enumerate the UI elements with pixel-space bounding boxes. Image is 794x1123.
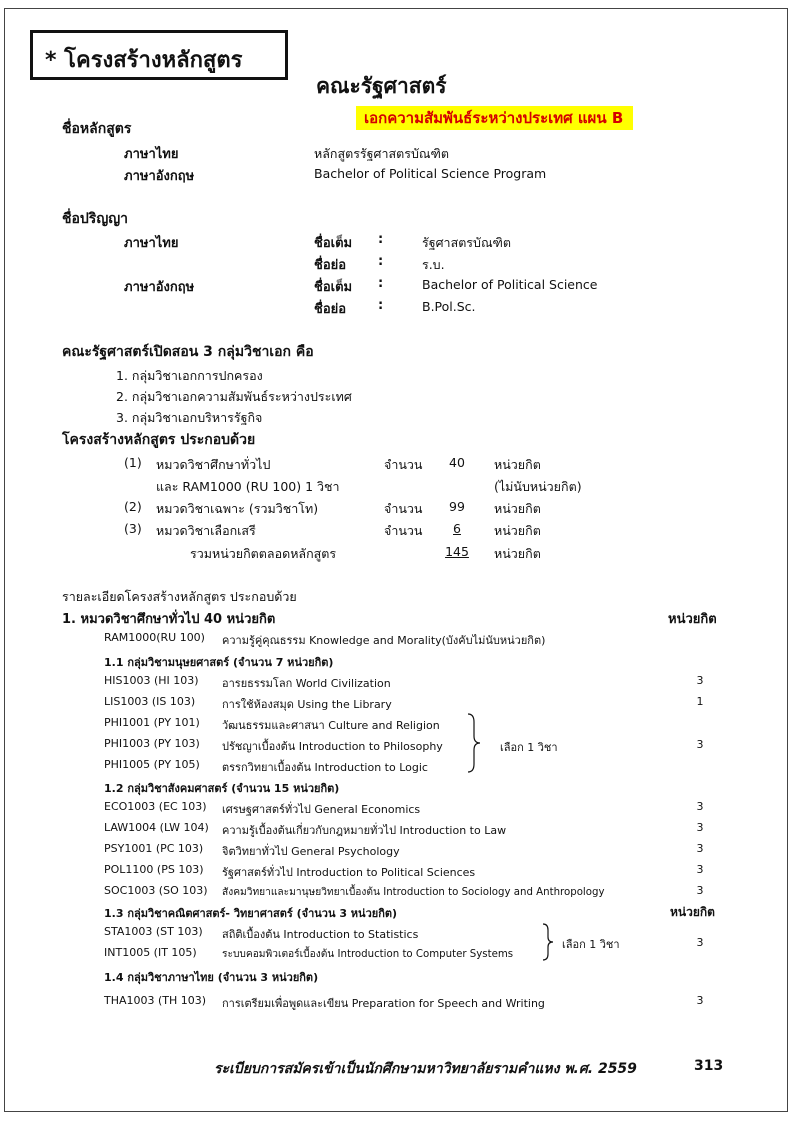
structure-no: (3) (124, 521, 142, 536)
unit-label: หน่วยกิต (494, 523, 541, 538)
degree-thai-full: รัฐศาสตรบัณฑิต (422, 235, 512, 250)
total-credits: 145 (445, 544, 469, 559)
course-credits: 3 (696, 821, 704, 834)
structure-no: (1) (124, 455, 142, 470)
count-label: จำนวน (384, 501, 423, 516)
course-code: INT1005 (IT 105) (104, 946, 197, 959)
colon: : (378, 276, 384, 291)
major-item: 3. กลุ่มวิชาเอกบริหารรัฐกิจ (116, 410, 263, 425)
course-name: สังคมวิทยาและมานุษยวิทยาเบื้องต้น Introduction to Sociology and Anthropology (222, 887, 605, 898)
right-brace-icon (540, 922, 558, 962)
details-section-title: 1. หมวดวิชาศึกษาทั่วไป 40 หน่วยกิต (62, 612, 276, 627)
structure-credits: 99 (449, 499, 465, 514)
group-title: 1.3 กลุ่มวิชาคณิตศาสตร์- วิทยาศาสตร์ (จำนวน 3 หน่วยกิต) (104, 907, 398, 920)
right-brace-icon (464, 712, 486, 774)
course-credits: 1 (696, 695, 704, 708)
structure-name: หมวดวิชาศึกษาทั่วไป (156, 457, 271, 472)
course-code: PHI1003 (PY 103) (104, 737, 200, 750)
course-code: PSY1001 (PC 103) (104, 842, 204, 855)
program-name-heading: ชื่อหลักสูตร (62, 121, 132, 137)
unit-label: หน่วยกิต (494, 501, 541, 516)
choose-one-label: เลือก 1 วิชา (562, 938, 620, 951)
course-code: LAW1004 (LW 104) (104, 821, 209, 834)
group-title: 1.1 กลุ่มวิชามนุษยศาสตร์ (จำนวน 7 หน่วยกิต) (104, 656, 334, 669)
structure-no: (2) (124, 499, 142, 514)
course-code: STA1003 (ST 103) (104, 925, 203, 938)
title-box (30, 30, 288, 80)
major-item: 1. กลุ่มวิชาเอกการปกครอง (116, 368, 263, 383)
unit-label: หน่วยกิต (494, 457, 541, 472)
page-number: 313 (694, 1058, 724, 1074)
structure-extra-line: และ RAM1000 (RU 100) 1 วิชา (156, 479, 340, 494)
footer-text: ระเบียบการสมัครเข้าเป็นนักศึกษามหาวิทยาลัยรามคำแหง พ.ศ. 2559 (214, 1061, 637, 1077)
group-title: 1.4 กลุ่มวิชาภาษาไทย (จำนวน 3 หน่วยกิต) (104, 971, 319, 984)
program-thai-value: หลักสูตรรัฐศาสตรบัณฑิต (314, 146, 449, 161)
colon: : (378, 254, 384, 269)
course-name: วัฒนธรรมและศาสนา Culture and Religion (222, 719, 440, 732)
degree-thai-label: ภาษาไทย (124, 236, 179, 251)
course-name: จิตวิทยาทั่วไป General Psychology (222, 845, 400, 858)
majors-heading: คณะรัฐศาสตร์เปิดสอน 3 กลุ่มวิชาเอก คือ (62, 344, 314, 360)
course-code: LIS1003 (IS 103) (104, 695, 196, 708)
degree-thai-short-label: ชื่อย่อ (314, 258, 347, 273)
course-credits: 3 (696, 738, 704, 751)
course-credits: 3 (696, 994, 704, 1007)
program-thai-label: ภาษาไทย (124, 147, 179, 162)
structure-credits: 40 (449, 455, 465, 470)
structure-heading: โครงสร้างหลักสูตร ประกอบด้วย (62, 432, 256, 448)
course-name: การใช้ห้องสมุด Using the Library (222, 698, 392, 711)
course-credits: 3 (696, 863, 704, 876)
box-title: * โครงสร้างหลักสูตร (45, 48, 243, 73)
major-item: 2. กลุ่มวิชาเอกความสัมพันธ์ระหว่างประเทศ (116, 389, 352, 404)
course-credits: 3 (696, 800, 704, 813)
major-highlight: เอกความสัมพันธ์ระหว่างประเทศ แผน B (356, 106, 633, 130)
course-code: POL1100 (PS 103) (104, 863, 204, 876)
course-code: RAM1000(RU 100) (104, 631, 205, 644)
degree-thai-short: ร.บ. (422, 257, 445, 272)
course-credits: 3 (696, 842, 704, 855)
degree-eng-full: Bachelor of Political Science (422, 277, 598, 292)
colon: : (378, 232, 384, 247)
course-name: ระบบคอมพิวเตอร์เบื้องต้น Introduction to Computer Systems (222, 949, 514, 960)
structure-extra-note: (ไม่นับหน่วยกิต) (494, 479, 582, 494)
structure-credits: 6 (453, 521, 461, 536)
course-name: อารยธรรมโลก World Civilization (222, 677, 391, 690)
degree-eng-label: ภาษาอังกฤษ (124, 280, 195, 295)
course-code: SOC1003 (SO 103) (104, 884, 208, 897)
course-name: เศรษฐศาสตร์ทั่วไป General Economics (222, 803, 421, 816)
course-name: ปรัชญาเบื้องต้น Introduction to Philosophy (222, 740, 443, 753)
total-label: รวมหน่วยกิตตลอดหลักสูตร (190, 546, 337, 561)
count-label: จำนวน (384, 523, 423, 538)
colon: : (378, 298, 384, 313)
course-name: ความรู้เบื้องต้นเกี่ยวกับกฎหมายทั่วไป Introduction to Law (222, 824, 507, 837)
credit-header: หน่วยกิต (668, 612, 717, 627)
course-code: HIS1003 (HI 103) (104, 674, 199, 687)
degree-eng-short-label: ชื่อย่อ (314, 302, 347, 317)
course-credits: 3 (696, 884, 704, 897)
choose-one-label: เลือก 1 วิชา (500, 741, 558, 754)
course-name: สถิติเบื้องต้น Introduction to Statistics (222, 928, 419, 941)
details-intro: รายละเอียดโครงสร้างหลักสูตร ประกอบด้วย (62, 589, 297, 604)
unit-label: หน่วยกิต (494, 546, 541, 561)
program-eng-value: Bachelor of Political Science Program (314, 166, 547, 181)
course-code: PHI1001 (PY 101) (104, 716, 200, 729)
course-name: การเตรียมเพื่อพูดและเขียน Preparation for Speech and Writing (222, 997, 545, 1010)
degree-eng-short: B.Pol.Sc. (422, 299, 476, 314)
course-name: ความรู้คู่คุณธรรม Knowledge and Morality(บังคับไม่นับหน่วยกิต) (222, 634, 546, 647)
course-code: THA1003 (TH 103) (104, 994, 207, 1007)
course-code: ECO1003 (EC 103) (104, 800, 207, 813)
count-label: จำนวน (384, 457, 423, 472)
structure-name: หมวดวิชาเลือกเสรี (156, 523, 256, 538)
group-title: 1.2 กลุ่มวิชาสังคมศาสตร์ (จำนวน 15 หน่วยกิต) (104, 782, 340, 795)
course-code: PHI1005 (PY 105) (104, 758, 200, 771)
faculty-title: คณะรัฐศาสตร์ (316, 74, 447, 98)
course-name: ตรรกวิทยาเบื้องต้น Introduction to Logic (222, 761, 428, 774)
degree-thai-full-label: ชื่อเต็ม (314, 236, 353, 251)
course-credits: 3 (696, 936, 704, 949)
structure-name: หมวดวิชาเฉพาะ (รวมวิชาโท) (156, 501, 319, 516)
degree-name-heading: ชื่อปริญญา (62, 211, 129, 227)
credit-header: หน่วยกิต (670, 905, 715, 919)
course-credits: 3 (696, 674, 704, 687)
program-eng-label: ภาษาอังกฤษ (124, 169, 195, 184)
degree-eng-full-label: ชื่อเต็ม (314, 280, 353, 295)
course-name: รัฐศาสตร์ทั่วไป Introduction to Political Sciences (222, 866, 476, 879)
